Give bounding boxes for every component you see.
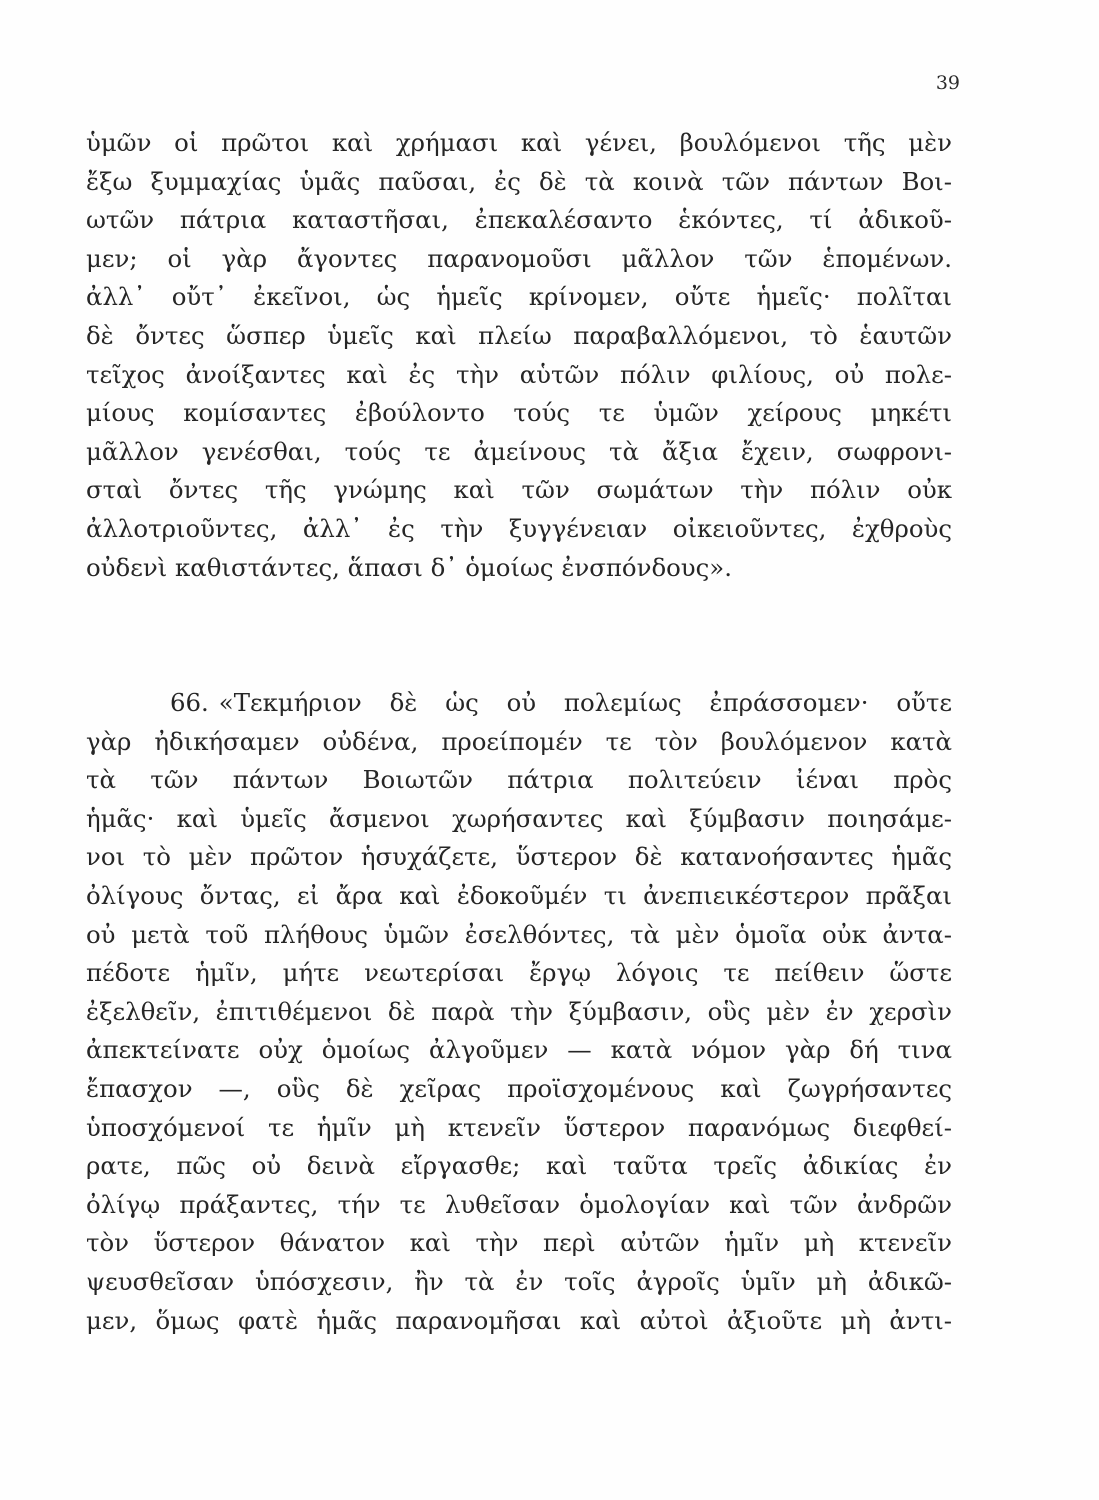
text-line: νοι τὸ μὲν πρῶτον ἡσυχάζετε, ὕστερον δὲ κατανοήσαντες ἡμᾶς [86, 842, 952, 872]
paragraph-1 [86, 124, 952, 587]
text-line: ψευσθεῖσαν ὑπόσχεσιν, ἢν τὰ ἐν τοῖς ἀγροῖς ὑμῖν μὴ ἀδικῶ- [86, 1266, 952, 1296]
text-line: ωτῶν πάτρια καταστῆσαι, ἐπεκαλέσαντο ἑκόντες, τί ἀδικοῦ- [86, 205, 952, 235]
text-line: τὸν ὕστερον θάνατον καὶ τὴν περὶ αὐτῶν ἡμῖν μὴ κτενεῖν [86, 1228, 952, 1258]
text-line: ὑμῶν οἱ πρῶτοι καὶ χρήμασι καὶ γένει, βουλόμενοι τῆς μὲν [86, 128, 952, 157]
text-line: οὐ μετὰ τοῦ πλήθους ὑμῶν ἐσελθόντες, τὰ μὲν ὁμοῖα οὐκ ἀντα- [86, 919, 952, 949]
text-line: μεν, ὅμως φατὲ ἡμᾶς παρανομῆσαι καὶ αὐτοὶ ἀξιοῦτε μὴ ἀντι- [86, 1305, 952, 1335]
text-line: ἡμᾶς· καὶ ὑμεῖς ἄσμενοι χωρήσαντες καὶ ξύμβασιν ποιησάμε- [86, 803, 952, 833]
text-line: γὰρ ἠδικήσαμεν οὐδένα, προείπομέν τε τὸν βουλόμενον κατὰ [86, 726, 952, 756]
text-line: μίους κομίσαντες ἐβούλοντο τούς τε ὑμῶν χείρους μηκέτι [86, 398, 952, 428]
text-line: πέδοτε ἡμῖν, μήτε νεωτερίσαι ἔργῳ λόγοις τε πείθειν ὥστε [86, 958, 952, 988]
text-line: ρατε, πῶς οὐ δεινὰ εἴργασθε; καὶ ταῦτα τρεῖς ἀδικίας ἐν [86, 1151, 952, 1181]
text-line: ἔπασχον —, οὓς δὲ χεῖρας προϊσχομένους καὶ ζωγρήσαντες [86, 1073, 952, 1103]
text-line: ἀπεκτείνατε οὐχ ὁμοίως ἀλγοῦμεν — κατὰ νόμον γὰρ δή τινα [86, 1035, 952, 1065]
text-line: ἀλλοτριοῦντες, ἀλλ᾽ ἐς τὴν ξυγγένειαν οἰκειοῦντες, ἐχθροὺς [86, 513, 952, 543]
text-line: ὀλίγους ὄντας, εἰ ἄρα καὶ ἐδοκοῦμέν τι ἀνεπιεικέστερον πρᾶξαι [86, 880, 952, 910]
text-line: δὲ ὄντες ὥσπερ ὑμεῖς καὶ πλείω παραβαλλόμενοι, τὸ ἑαυτῶν [86, 320, 952, 350]
text-line: οὐδενὶ καθιστάντες, ἅπασι δ᾽ ὁμοίως ἐνσπόνδους». [86, 552, 732, 582]
text-line: τεῖχος ἀνοίξαντες καὶ ἐς τὴν αὑτῶν πόλιν φιλίους, οὐ πολε- [86, 359, 952, 389]
text-line: ὑποσχόμενοί τε ἡμῖν μὴ κτενεῖν ὕστερον παρανόμως διεφθεί- [86, 1112, 952, 1142]
text-line: σταὶ ὄντες τῆς γνώμης καὶ τῶν σωμάτων τὴν πόλιν οὐκ [86, 475, 952, 505]
section-number: 66. [170, 688, 209, 717]
text-line: μεν; οἱ γὰρ ἄγοντες παρανομοῦσι μᾶλλον τῶν ἑπομένων. [86, 243, 952, 273]
paragraph-opening-text: «Τεκμήριον δὲ ὡς οὐ πολεμίως ἐπράσσομεν· οὔτε [218, 688, 952, 717]
text-line: μᾶλλον γενέσθαι, τούς τε ἀμείνους τὰ ἄξια ἔχειν, σωφρονι- [86, 436, 952, 466]
text-line: ἀλλ᾽ οὔτ᾽ ἐκεῖνοι, ὡς ἡμεῖς κρίνομεν, οὔτε ἡμεῖς· πολῖται [86, 282, 952, 312]
page-number: 39 [935, 72, 960, 94]
text-line: τὰ τῶν πάντων Βοιωτῶν πάτρια πολιτεύειν ἰέναι πρὸς [86, 765, 952, 795]
text-line: ὀλίγῳ πράξαντες, τήν τε λυθεῖσαν ὁμολογίαν καὶ τῶν ἀνδρῶν [86, 1189, 952, 1219]
paragraph-2 [86, 684, 952, 1340]
text-line: ἔξω ξυμμαχίας ὑμᾶς παῦσαι, ἐς δὲ τὰ κοινὰ τῶν πάντων Βοι- [86, 166, 952, 196]
paragraph-first-line [86, 684, 952, 723]
text-line: ἐξελθεῖν, ἐπιτιθέμενοι δὲ παρὰ τὴν ξύμβασιν, οὓς μὲν ἐν χερσὶν [86, 996, 952, 1026]
